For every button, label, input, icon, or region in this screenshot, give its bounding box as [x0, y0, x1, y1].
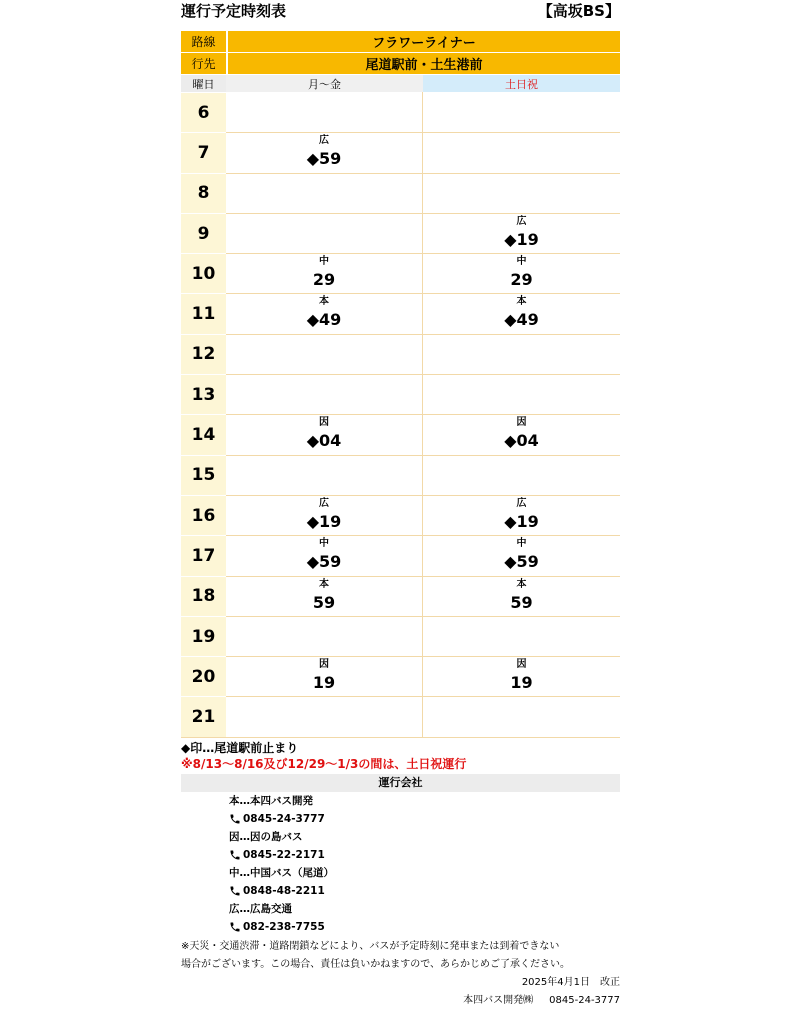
hour-label: 20: [181, 656, 226, 696]
weekend-cell: [423, 253, 620, 293]
operator-code: 因: [516, 417, 527, 429]
weekday-cell: [226, 576, 423, 616]
hour-row: [181, 696, 620, 736]
hour-label: 16: [181, 495, 226, 535]
departure-minute: ◆49: [306, 310, 342, 330]
departure: [423, 658, 620, 694]
operator-tel: 082-238-7755: [243, 920, 325, 933]
departure-minute: ◆19: [504, 511, 539, 531]
departure: [226, 658, 422, 694]
operators-list: [181, 792, 620, 936]
operator-code: 広: [516, 497, 527, 509]
operator-code: 広: [319, 497, 329, 509]
departure: [226, 255, 422, 291]
weekend-cell: [423, 132, 620, 172]
hour-label: 6: [181, 92, 226, 132]
operator-tel: 0848-48-2211: [243, 884, 325, 897]
route-name: フラワーライナー: [226, 31, 620, 53]
day-label: 曜日: [181, 75, 226, 92]
weekday-cell: [226, 455, 423, 495]
departure-minute: 19: [312, 673, 336, 693]
hour-row: [181, 535, 620, 575]
route-row: [181, 31, 620, 53]
hour-row: [181, 213, 620, 253]
departure: [226, 497, 422, 533]
departure-minute: 59: [312, 592, 336, 612]
weekday-cell: [226, 293, 423, 333]
operator-item: [229, 828, 425, 864]
hour-row: [181, 132, 620, 172]
timetable: [181, 0, 620, 1010]
departure: [226, 416, 422, 452]
day-header-row: [181, 75, 620, 92]
weekday-cell: [226, 696, 423, 736]
weekend-cell: [423, 213, 620, 253]
weekday-cell: [226, 414, 423, 454]
weekend-cell: [423, 495, 620, 535]
operator-name: 本…本四バス開発: [229, 794, 313, 807]
departure-minute: ◆59: [306, 149, 342, 169]
departure-minute: 29: [312, 270, 336, 290]
hour-label: 12: [181, 334, 226, 374]
destination-label: 行先: [181, 53, 226, 75]
departure: [226, 537, 422, 573]
operator-code: 本: [319, 296, 329, 308]
operator-code: 広: [319, 135, 329, 147]
revision-date: 2025年4月1日 改正: [521, 976, 620, 988]
weekday-cell: [226, 213, 423, 253]
hour-row: [181, 173, 620, 213]
weekend-cell: [423, 414, 620, 454]
hour-row: [181, 656, 620, 696]
departure: [226, 578, 422, 614]
holiday-note: ※8/13～8/16及び12/29～1/3の間は、土日祝運行: [181, 756, 467, 771]
route-label: 路線: [181, 31, 226, 53]
weekday-cell: [226, 132, 423, 172]
hour-label: 19: [181, 616, 226, 656]
departure-minute: ◆19: [306, 511, 342, 531]
departure: [423, 497, 620, 533]
weekday-cell: [226, 616, 423, 656]
issuer: [181, 992, 620, 1010]
operator-name: 因…因の島バス: [229, 830, 303, 843]
hour-row: [181, 293, 620, 333]
hour-label: 7: [181, 132, 226, 172]
operator-phone: [229, 810, 425, 828]
departure-minute: 19: [510, 673, 533, 693]
operator-code: 中: [319, 538, 329, 550]
operator-code: 因: [516, 659, 527, 671]
departure: [226, 134, 422, 170]
operator-code: 中: [319, 256, 329, 268]
departure-minute: ◆19: [504, 229, 539, 249]
weekend-cell: [423, 535, 620, 575]
hour-label: 11: [181, 293, 226, 333]
hour-row: [181, 334, 620, 374]
title-row: [181, 0, 620, 24]
weekend-cell: [423, 656, 620, 696]
departure: [423, 255, 620, 291]
weekend-cell: [423, 173, 620, 213]
hour-label: 21: [181, 696, 226, 736]
operator-code: 因: [319, 659, 329, 671]
disclaimer-line-1: ※天災・交通渋滞・道路閉鎖などにより、バスが予定時刻に発車または到着できない: [181, 940, 560, 952]
departure: [423, 537, 620, 573]
weekday-cell: [226, 173, 423, 213]
hour-label: 15: [181, 455, 226, 495]
departure: [226, 295, 422, 331]
departure: [423, 578, 620, 614]
hour-label: 18: [181, 576, 226, 616]
departure: [423, 295, 620, 331]
departure-minute: ◆04: [306, 431, 342, 451]
weekend-cell: [423, 576, 620, 616]
hour-label: 17: [181, 535, 226, 575]
operator-code: 本: [516, 578, 527, 590]
weekday-cell: [226, 374, 423, 414]
weekend-header: 土日祝: [423, 75, 620, 92]
departure-minute: ◆59: [504, 552, 539, 572]
weekend-cell: [423, 293, 620, 333]
weekend-cell: [423, 334, 620, 374]
weekend-cell: [423, 616, 620, 656]
weekday-cell: [226, 535, 423, 575]
weekday-cell: [226, 656, 423, 696]
departure-minute: ◆49: [504, 310, 539, 330]
operator-code: 本: [319, 578, 329, 590]
operator-phone: [229, 846, 425, 864]
disclaimer: [181, 938, 620, 974]
operator-tel: 0845-24-3777: [243, 812, 325, 825]
operators-heading: 運行会社: [181, 774, 620, 792]
weekend-cell: [423, 455, 620, 495]
operator-phone: [229, 918, 425, 936]
operator-code: 広: [516, 215, 527, 227]
operator-code: 因: [319, 417, 329, 429]
weekend-cell: [423, 92, 620, 132]
hour-label: 14: [181, 414, 226, 454]
departure: [423, 215, 620, 251]
operator-tel: 0845-22-2171: [243, 848, 325, 861]
diamond-note: ◆印…尾道駅前止まり: [181, 740, 299, 755]
weekday-cell: [226, 253, 423, 293]
hour-label: 10: [181, 253, 226, 293]
phone-icon: [229, 885, 241, 897]
weekend-cell: [423, 696, 620, 736]
destination-row: [181, 53, 620, 75]
hour-row: [181, 495, 620, 535]
hour-row: [181, 616, 620, 656]
hour-row: [181, 253, 620, 293]
weekend-cell: [423, 374, 620, 414]
operator-code: 中: [516, 538, 527, 550]
issuer-tel: 0845-24-3777: [549, 994, 620, 1006]
weekday-header: 月～金: [226, 75, 423, 92]
hour-label: 9: [181, 213, 226, 253]
departure-minute: 29: [510, 270, 533, 290]
departure-minute: ◆04: [504, 431, 539, 451]
weekday-cell: [226, 334, 423, 374]
departure-minute: ◆59: [306, 552, 342, 572]
operator-phone: [229, 882, 425, 900]
issuer-name: 本四バス開発㈱: [463, 994, 534, 1006]
hour-row: [181, 576, 620, 616]
operator-item: [229, 900, 425, 936]
hour-row: [181, 92, 620, 132]
hour-row: [181, 455, 620, 495]
phone-icon: [229, 813, 241, 825]
hour-row: [181, 374, 620, 414]
hour-label: 8: [181, 173, 226, 213]
departure: [423, 416, 620, 452]
operator-item: [229, 792, 425, 828]
weekday-cell: [226, 495, 423, 535]
disclaimer-line-2: 場合がございます。この場合、責任は負いかねますので、あらかじめご了承ください。: [181, 958, 570, 970]
hour-row: [181, 414, 620, 454]
destination-name: 尾道駅前・土生港前: [226, 53, 620, 75]
hour-label: 13: [181, 374, 226, 414]
operator-name: 中…中国バス（尾道）: [229, 866, 334, 879]
operator-name: 広…広島交通: [229, 902, 292, 915]
phone-icon: [229, 849, 241, 861]
page-title: 運行予定時刻表: [181, 2, 287, 20]
operator-code: 本: [516, 296, 527, 308]
timetable-grid: [181, 92, 620, 738]
operator-code: 中: [516, 256, 527, 268]
weekday-cell: [226, 92, 423, 132]
operator-item: [229, 864, 425, 900]
departure-minute: 59: [510, 592, 533, 612]
stop-name: 【高坂BS】: [537, 2, 620, 20]
